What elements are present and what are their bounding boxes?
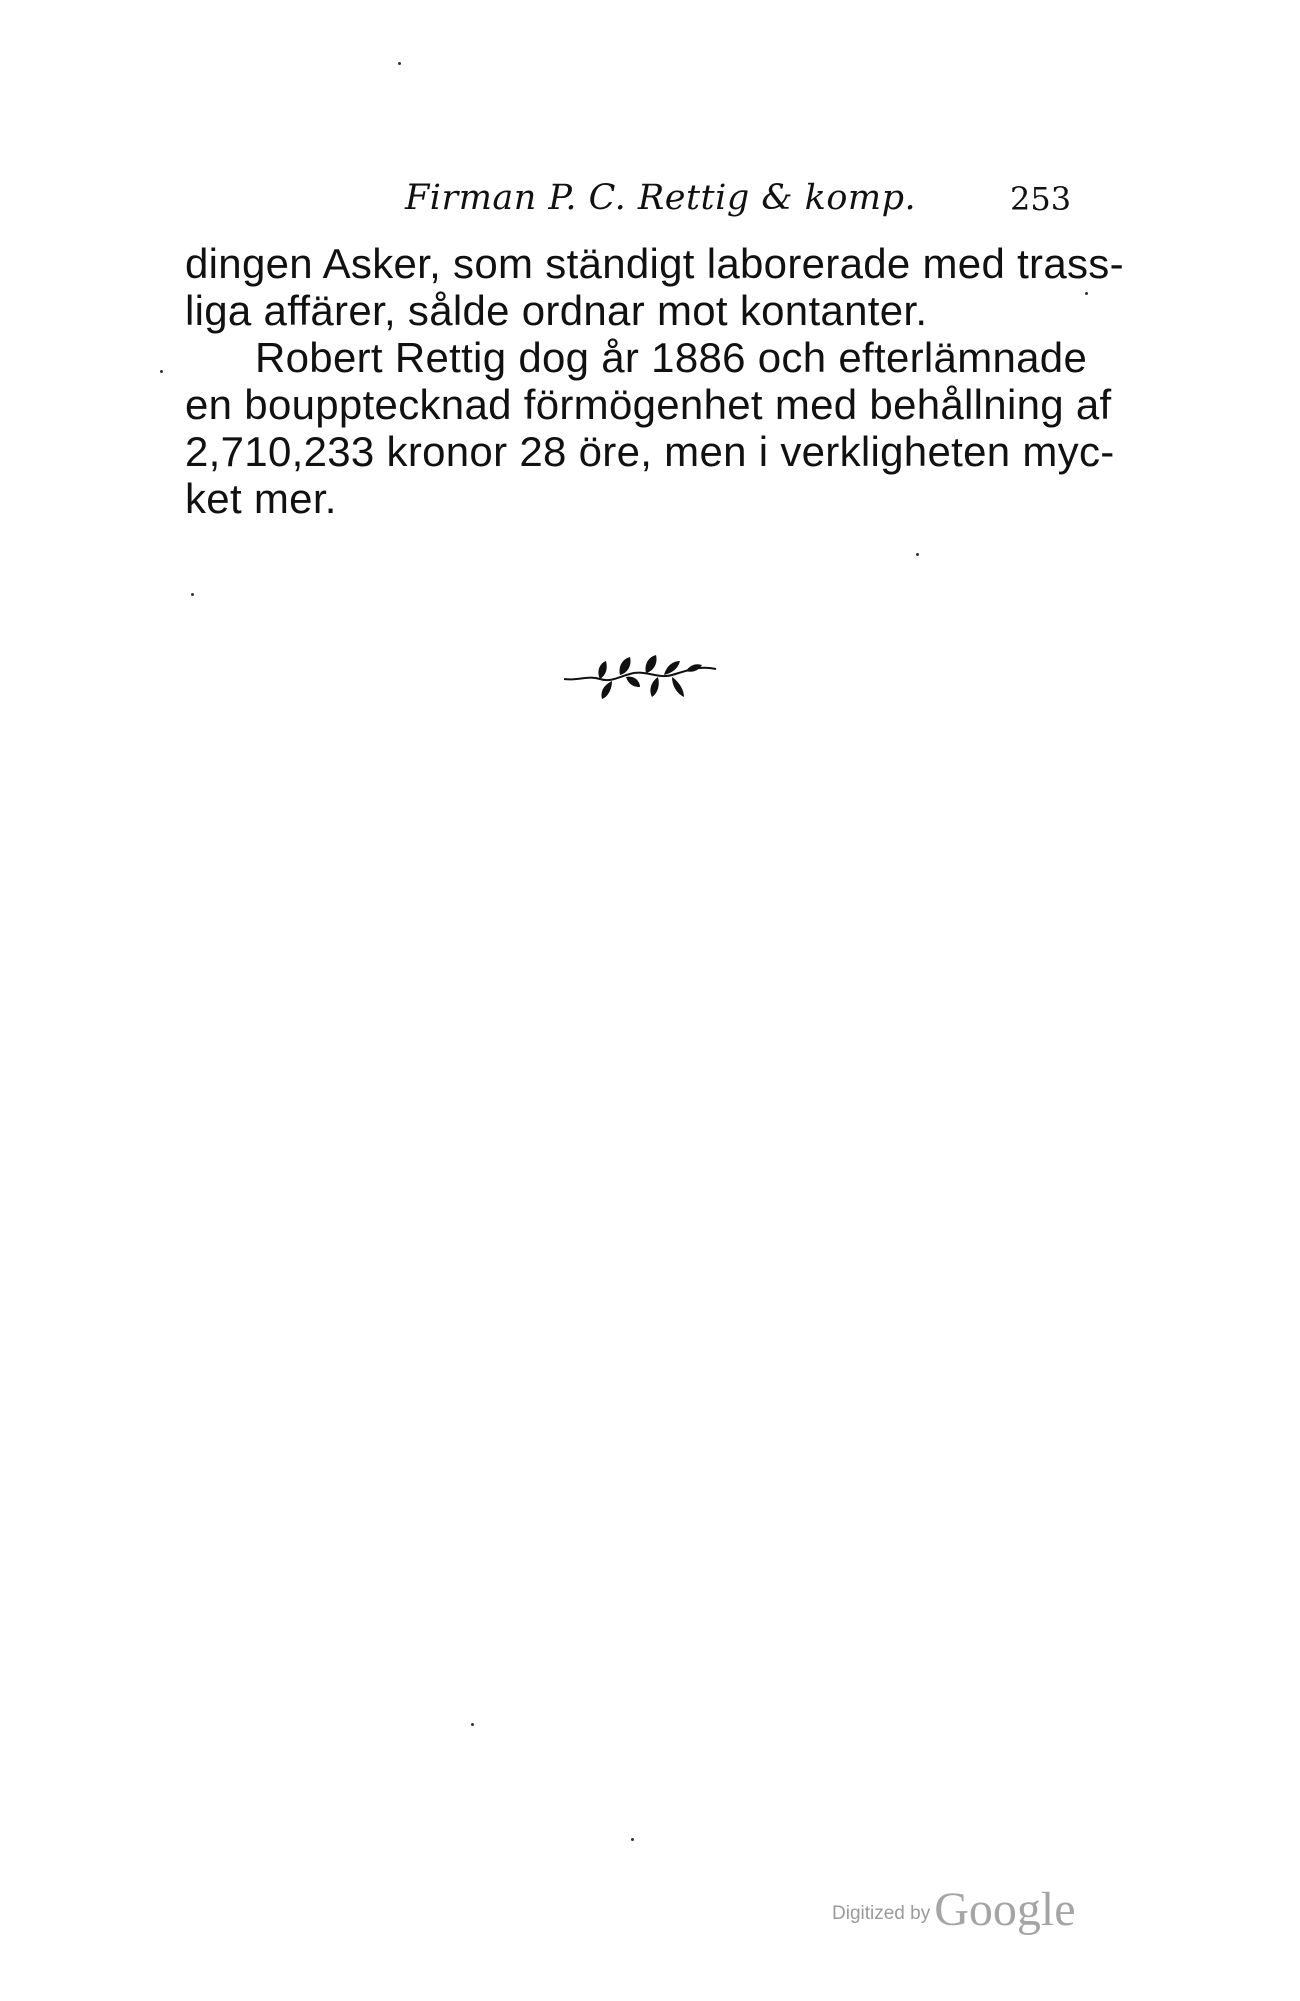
- text-line: 2,710,233 kronor 28 öre, men i verkligheten myc-: [185, 428, 1115, 475]
- print-speck: [1085, 292, 1088, 295]
- print-speck: [631, 1838, 634, 1841]
- text-line: en boupptecknad förmögenhet med behållning af: [185, 381, 1112, 428]
- print-speck: [160, 370, 163, 373]
- text-line: liga affärer, sålde ordnar mot kontanter.: [185, 287, 928, 334]
- text-line: dingen Asker, som ständigt laborerade med trass-: [185, 240, 1124, 287]
- watermark-brand: Google: [934, 1883, 1076, 1936]
- leaf-sprig-ornament-icon: [560, 645, 720, 705]
- print-speck: [471, 1723, 474, 1726]
- print-speck: [191, 593, 194, 596]
- print-speck: [398, 62, 401, 65]
- print-speck: [916, 553, 919, 556]
- text-line: ket mer.: [185, 475, 337, 522]
- watermark-prefix: Digitized by: [832, 1903, 931, 1924]
- page-number: 253: [1010, 180, 1072, 218]
- body-text: [185, 240, 1124, 522]
- text-line: Robert Rettig dog år 1886 och efterlämnade: [255, 334, 1088, 381]
- running-title: Firman P. C. Rettig & komp.: [405, 178, 917, 218]
- digitized-watermark: [832, 1882, 1076, 1937]
